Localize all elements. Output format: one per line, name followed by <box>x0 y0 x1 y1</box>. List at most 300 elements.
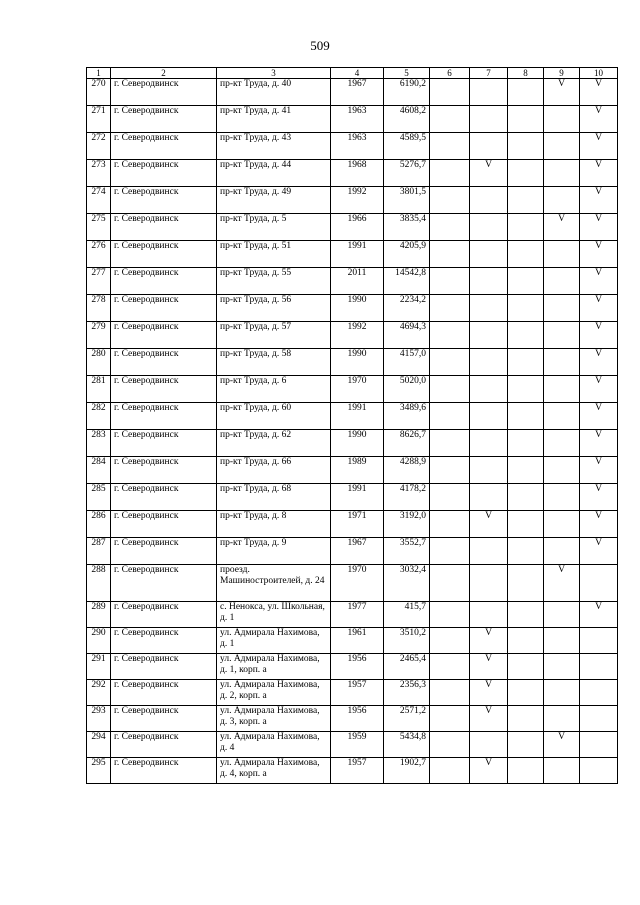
row-number-cell: 275 <box>87 214 111 241</box>
city-cell: г. Северодвинск <box>111 430 217 457</box>
city-cell: г. Северодвинск <box>111 79 217 106</box>
column-7-mark-cell <box>470 376 508 403</box>
row-number-cell: 288 <box>87 565 111 602</box>
year-cell: 1970 <box>331 565 384 602</box>
address-cell: ул. Адмирала Нахимова, д. 4, корп. а <box>217 758 331 784</box>
column-7-mark-cell <box>470 214 508 241</box>
column-8-mark-cell <box>508 160 544 187</box>
city-cell: г. Северодвинск <box>111 484 217 511</box>
column-6-mark-cell <box>430 106 470 133</box>
year-cell: 1971 <box>331 511 384 538</box>
column-8-mark-cell <box>508 349 544 376</box>
column-8-mark-cell <box>508 706 544 732</box>
row-number-cell: 277 <box>87 268 111 295</box>
row-number-cell: 281 <box>87 376 111 403</box>
year-cell: 1957 <box>331 758 384 784</box>
year-cell: 1957 <box>331 680 384 706</box>
address-cell: ул. Адмирала Нахимова, д. 4 <box>217 732 331 758</box>
city-cell: г. Северодвинск <box>111 758 217 784</box>
year-cell: 1956 <box>331 706 384 732</box>
column-8-mark-cell <box>508 680 544 706</box>
column-8-mark-cell <box>508 430 544 457</box>
year-cell: 1977 <box>331 602 384 628</box>
column-10-mark-cell: V <box>580 133 618 160</box>
column-8-mark-cell <box>508 322 544 349</box>
column-9-mark-cell <box>544 295 580 322</box>
row-number-cell: 272 <box>87 133 111 160</box>
column-7-mark-cell <box>470 602 508 628</box>
column-10-mark-cell: V <box>580 214 618 241</box>
column-8-mark-cell <box>508 241 544 268</box>
address-cell: пр-кт Труда, д. 68 <box>217 484 331 511</box>
row-number-cell: 286 <box>87 511 111 538</box>
area-cell: 5020,0 <box>384 376 430 403</box>
column-8-mark-cell <box>508 602 544 628</box>
row-number-cell: 291 <box>87 654 111 680</box>
table-row <box>87 511 618 538</box>
table-row <box>87 295 618 322</box>
column-8-mark-cell <box>508 268 544 295</box>
column-9-mark-cell <box>544 706 580 732</box>
column-8-mark-cell <box>508 628 544 654</box>
column-header: 9 <box>544 68 580 79</box>
column-header: 2 <box>111 68 217 79</box>
column-9-mark-cell <box>544 628 580 654</box>
city-cell: г. Северодвинск <box>111 565 217 602</box>
column-10-mark-cell <box>580 680 618 706</box>
year-cell: 1956 <box>331 654 384 680</box>
year-cell: 1970 <box>331 376 384 403</box>
row-number-cell: 285 <box>87 484 111 511</box>
city-cell: г. Северодвинск <box>111 680 217 706</box>
city-cell: г. Северодвинск <box>111 241 217 268</box>
column-10-mark-cell: V <box>580 241 618 268</box>
column-7-mark-cell <box>470 457 508 484</box>
year-cell: 1991 <box>331 484 384 511</box>
city-cell: г. Северодвинск <box>111 732 217 758</box>
column-9-mark-cell <box>544 133 580 160</box>
table-row <box>87 628 618 654</box>
column-8-mark-cell <box>508 484 544 511</box>
column-6-mark-cell <box>430 241 470 268</box>
address-cell: пр-кт Труда, д. 58 <box>217 349 331 376</box>
column-7-mark-cell <box>470 106 508 133</box>
column-6-mark-cell <box>430 79 470 106</box>
column-9-mark-cell: V <box>544 79 580 106</box>
city-cell: г. Северодвинск <box>111 187 217 214</box>
row-number-cell: 294 <box>87 732 111 758</box>
column-header: 4 <box>331 68 384 79</box>
table-row <box>87 430 618 457</box>
row-number-cell: 276 <box>87 241 111 268</box>
column-6-mark-cell <box>430 758 470 784</box>
area-cell: 415,7 <box>384 602 430 628</box>
column-10-mark-cell: V <box>580 457 618 484</box>
column-6-mark-cell <box>430 160 470 187</box>
address-cell: пр-кт Труда, д. 55 <box>217 268 331 295</box>
column-6-mark-cell <box>430 457 470 484</box>
city-cell: г. Северодвинск <box>111 268 217 295</box>
column-header: 1 <box>87 68 111 79</box>
column-header: 5 <box>384 68 430 79</box>
column-10-mark-cell: V <box>580 322 618 349</box>
column-8-mark-cell <box>508 187 544 214</box>
column-9-mark-cell <box>544 376 580 403</box>
column-8-mark-cell <box>508 106 544 133</box>
year-cell: 1959 <box>331 732 384 758</box>
area-cell: 8626,7 <box>384 430 430 457</box>
address-cell: ул. Адмирала Нахимова, д. 3, корп. а <box>217 706 331 732</box>
table-row <box>87 732 618 758</box>
column-6-mark-cell <box>430 376 470 403</box>
year-cell: 1990 <box>331 430 384 457</box>
address-cell: пр-кт Труда, д. 49 <box>217 187 331 214</box>
table-row <box>87 322 618 349</box>
area-cell: 5434,8 <box>384 732 430 758</box>
row-number-cell: 273 <box>87 160 111 187</box>
table-row <box>87 79 618 106</box>
column-7-mark-cell <box>470 732 508 758</box>
column-7-mark-cell: V <box>470 706 508 732</box>
column-6-mark-cell <box>430 430 470 457</box>
city-cell: г. Северодвинск <box>111 538 217 565</box>
row-number-cell: 290 <box>87 628 111 654</box>
address-cell: с. Ненокса, ул. Школьная, д. 1 <box>217 602 331 628</box>
column-number-row <box>87 68 618 79</box>
table-row <box>87 484 618 511</box>
column-9-mark-cell <box>544 241 580 268</box>
column-6-mark-cell <box>430 732 470 758</box>
column-10-mark-cell <box>580 758 618 784</box>
table-row <box>87 106 618 133</box>
column-header: 7 <box>470 68 508 79</box>
area-cell: 3032,4 <box>384 565 430 602</box>
column-7-mark-cell: V <box>470 680 508 706</box>
column-10-mark-cell: V <box>580 511 618 538</box>
column-6-mark-cell <box>430 602 470 628</box>
area-cell: 4157,0 <box>384 349 430 376</box>
area-cell: 2571,2 <box>384 706 430 732</box>
column-10-mark-cell <box>580 628 618 654</box>
column-7-mark-cell <box>470 268 508 295</box>
column-header: 6 <box>430 68 470 79</box>
city-cell: г. Северодвинск <box>111 322 217 349</box>
table-row <box>87 654 618 680</box>
city-cell: г. Северодвинск <box>111 214 217 241</box>
column-10-mark-cell: V <box>580 430 618 457</box>
column-7-mark-cell <box>470 484 508 511</box>
column-6-mark-cell <box>430 538 470 565</box>
area-cell: 3489,6 <box>384 403 430 430</box>
column-9-mark-cell: V <box>544 565 580 602</box>
year-cell: 1961 <box>331 628 384 654</box>
address-cell: пр-кт Труда, д. 51 <box>217 241 331 268</box>
area-cell: 3510,2 <box>384 628 430 654</box>
city-cell: г. Северодвинск <box>111 349 217 376</box>
column-7-mark-cell <box>470 241 508 268</box>
column-9-mark-cell <box>544 511 580 538</box>
column-8-mark-cell <box>508 403 544 430</box>
area-cell: 4288,9 <box>384 457 430 484</box>
year-cell: 1990 <box>331 295 384 322</box>
city-cell: г. Северодвинск <box>111 706 217 732</box>
column-9-mark-cell <box>544 268 580 295</box>
row-number-cell: 295 <box>87 758 111 784</box>
area-cell: 4694,3 <box>384 322 430 349</box>
column-10-mark-cell: V <box>580 602 618 628</box>
area-cell: 6190,2 <box>384 79 430 106</box>
column-10-mark-cell <box>580 565 618 602</box>
address-cell: пр-кт Труда, д. 5 <box>217 214 331 241</box>
year-cell: 1968 <box>331 160 384 187</box>
area-cell: 3192,0 <box>384 511 430 538</box>
column-8-mark-cell <box>508 295 544 322</box>
row-number-cell: 282 <box>87 403 111 430</box>
city-cell: г. Северодвинск <box>111 654 217 680</box>
area-cell: 2465,4 <box>384 654 430 680</box>
column-9-mark-cell <box>544 430 580 457</box>
area-cell: 4178,2 <box>384 484 430 511</box>
address-cell: ул. Адмирала Нахимова, д. 2, корп. а <box>217 680 331 706</box>
table-row <box>87 403 618 430</box>
area-cell: 3552,7 <box>384 538 430 565</box>
column-10-mark-cell: V <box>580 268 618 295</box>
column-9-mark-cell <box>544 322 580 349</box>
area-cell: 4608,2 <box>384 106 430 133</box>
column-7-mark-cell: V <box>470 511 508 538</box>
column-10-mark-cell <box>580 706 618 732</box>
column-6-mark-cell <box>430 706 470 732</box>
column-8-mark-cell <box>508 457 544 484</box>
address-cell: пр-кт Труда, д. 66 <box>217 457 331 484</box>
column-7-mark-cell <box>470 187 508 214</box>
column-8-mark-cell <box>508 376 544 403</box>
year-cell: 1967 <box>331 79 384 106</box>
row-number-cell: 279 <box>87 322 111 349</box>
area-cell: 4589,5 <box>384 133 430 160</box>
year-cell: 1991 <box>331 241 384 268</box>
city-cell: г. Северодвинск <box>111 133 217 160</box>
area-cell: 3801,5 <box>384 187 430 214</box>
column-header: 3 <box>217 68 331 79</box>
column-7-mark-cell <box>470 322 508 349</box>
column-10-mark-cell: V <box>580 349 618 376</box>
column-7-mark-cell <box>470 349 508 376</box>
column-10-mark-cell: V <box>580 403 618 430</box>
area-cell: 14542,8 <box>384 268 430 295</box>
address-cell: пр-кт Труда, д. 41 <box>217 106 331 133</box>
row-number-cell: 280 <box>87 349 111 376</box>
page-number: 509 <box>310 38 330 53</box>
column-9-mark-cell <box>544 680 580 706</box>
address-cell: пр-кт Труда, д. 40 <box>217 79 331 106</box>
column-8-mark-cell <box>508 732 544 758</box>
row-number-cell: 274 <box>87 187 111 214</box>
column-6-mark-cell <box>430 628 470 654</box>
column-7-mark-cell: V <box>470 758 508 784</box>
column-6-mark-cell <box>430 322 470 349</box>
address-cell: пр-кт Труда, д. 57 <box>217 322 331 349</box>
column-7-mark-cell: V <box>470 628 508 654</box>
column-6-mark-cell <box>430 565 470 602</box>
column-8-mark-cell <box>508 214 544 241</box>
column-7-mark-cell <box>470 565 508 602</box>
column-10-mark-cell <box>580 732 618 758</box>
city-cell: г. Северодвинск <box>111 295 217 322</box>
column-8-mark-cell <box>508 511 544 538</box>
row-number-cell: 287 <box>87 538 111 565</box>
table-row <box>87 268 618 295</box>
row-number-cell: 284 <box>87 457 111 484</box>
row-number-cell: 271 <box>87 106 111 133</box>
row-number-cell: 270 <box>87 79 111 106</box>
table-row <box>87 187 618 214</box>
column-6-mark-cell <box>430 187 470 214</box>
table-row <box>87 602 618 628</box>
column-9-mark-cell <box>544 403 580 430</box>
column-6-mark-cell <box>430 133 470 160</box>
table-row <box>87 376 618 403</box>
column-header: 8 <box>508 68 544 79</box>
column-8-mark-cell <box>508 133 544 160</box>
column-9-mark-cell: V <box>544 214 580 241</box>
area-cell: 2234,2 <box>384 295 430 322</box>
area-cell: 5276,7 <box>384 160 430 187</box>
housing-registry-table <box>86 67 618 784</box>
city-cell: г. Северодвинск <box>111 403 217 430</box>
city-cell: г. Северодвинск <box>111 628 217 654</box>
column-6-mark-cell <box>430 295 470 322</box>
address-cell: проезд. Машиностроителей, д. 24 <box>217 565 331 602</box>
area-cell: 1902,7 <box>384 758 430 784</box>
column-6-mark-cell <box>430 349 470 376</box>
city-cell: г. Северодвинск <box>111 106 217 133</box>
year-cell: 1963 <box>331 133 384 160</box>
address-cell: пр-кт Труда, д. 8 <box>217 511 331 538</box>
column-10-mark-cell: V <box>580 106 618 133</box>
row-number-cell: 289 <box>87 602 111 628</box>
column-6-mark-cell <box>430 511 470 538</box>
year-cell: 1989 <box>331 457 384 484</box>
column-9-mark-cell <box>544 602 580 628</box>
year-cell: 1967 <box>331 538 384 565</box>
column-header: 10 <box>580 68 618 79</box>
column-9-mark-cell <box>544 484 580 511</box>
row-number-cell: 283 <box>87 430 111 457</box>
column-6-mark-cell <box>430 403 470 430</box>
row-number-cell: 278 <box>87 295 111 322</box>
table-row <box>87 214 618 241</box>
column-10-mark-cell: V <box>580 295 618 322</box>
table-row <box>87 758 618 784</box>
table-row <box>87 241 618 268</box>
table-row <box>87 706 618 732</box>
area-cell: 2356,3 <box>384 680 430 706</box>
column-6-mark-cell <box>430 484 470 511</box>
column-9-mark-cell <box>544 758 580 784</box>
year-cell: 1992 <box>331 187 384 214</box>
column-8-mark-cell <box>508 654 544 680</box>
column-10-mark-cell: V <box>580 187 618 214</box>
column-8-mark-cell <box>508 758 544 784</box>
column-10-mark-cell: V <box>580 538 618 565</box>
address-cell: пр-кт Труда, д. 9 <box>217 538 331 565</box>
table-body <box>87 79 618 784</box>
table-row <box>87 680 618 706</box>
column-9-mark-cell <box>544 160 580 187</box>
city-cell: г. Северодвинск <box>111 376 217 403</box>
address-cell: пр-кт Труда, д. 60 <box>217 403 331 430</box>
year-cell: 2011 <box>331 268 384 295</box>
column-9-mark-cell <box>544 538 580 565</box>
table-row <box>87 538 618 565</box>
city-cell: г. Северодвинск <box>111 511 217 538</box>
column-10-mark-cell: V <box>580 376 618 403</box>
column-6-mark-cell <box>430 214 470 241</box>
column-7-mark-cell <box>470 403 508 430</box>
address-cell: пр-кт Труда, д. 62 <box>217 430 331 457</box>
column-7-mark-cell <box>470 430 508 457</box>
year-cell: 1992 <box>331 322 384 349</box>
column-6-mark-cell <box>430 654 470 680</box>
city-cell: г. Северодвинск <box>111 602 217 628</box>
column-7-mark-cell <box>470 79 508 106</box>
column-7-mark-cell <box>470 133 508 160</box>
table-row <box>87 565 618 602</box>
column-9-mark-cell <box>544 457 580 484</box>
column-7-mark-cell: V <box>470 160 508 187</box>
year-cell: 1991 <box>331 403 384 430</box>
column-8-mark-cell <box>508 565 544 602</box>
column-7-mark-cell <box>470 295 508 322</box>
table-row <box>87 133 618 160</box>
year-cell: 1963 <box>331 106 384 133</box>
table-row <box>87 457 618 484</box>
column-10-mark-cell: V <box>580 160 618 187</box>
column-9-mark-cell <box>544 349 580 376</box>
address-cell: пр-кт Труда, д. 44 <box>217 160 331 187</box>
address-cell: пр-кт Труда, д. 56 <box>217 295 331 322</box>
city-cell: г. Северодвинск <box>111 457 217 484</box>
address-cell: ул. Адмирала Нахимова, д. 1, корп. а <box>217 654 331 680</box>
column-8-mark-cell <box>508 79 544 106</box>
city-cell: г. Северодвинск <box>111 160 217 187</box>
column-9-mark-cell: V <box>544 732 580 758</box>
column-8-mark-cell <box>508 538 544 565</box>
address-cell: ул. Адмирала Нахимова, д. 1 <box>217 628 331 654</box>
column-9-mark-cell <box>544 654 580 680</box>
column-10-mark-cell <box>580 654 618 680</box>
column-10-mark-cell: V <box>580 484 618 511</box>
column-7-mark-cell: V <box>470 654 508 680</box>
table-row <box>87 160 618 187</box>
row-number-cell: 292 <box>87 680 111 706</box>
year-cell: 1990 <box>331 349 384 376</box>
area-cell: 3835,4 <box>384 214 430 241</box>
column-10-mark-cell: V <box>580 79 618 106</box>
table-row <box>87 349 618 376</box>
address-cell: пр-кт Труда, д. 6 <box>217 376 331 403</box>
year-cell: 1966 <box>331 214 384 241</box>
column-9-mark-cell <box>544 187 580 214</box>
column-6-mark-cell <box>430 680 470 706</box>
area-cell: 4205,9 <box>384 241 430 268</box>
column-9-mark-cell <box>544 106 580 133</box>
address-cell: пр-кт Труда, д. 43 <box>217 133 331 160</box>
column-6-mark-cell <box>430 268 470 295</box>
column-7-mark-cell <box>470 538 508 565</box>
row-number-cell: 293 <box>87 706 111 732</box>
